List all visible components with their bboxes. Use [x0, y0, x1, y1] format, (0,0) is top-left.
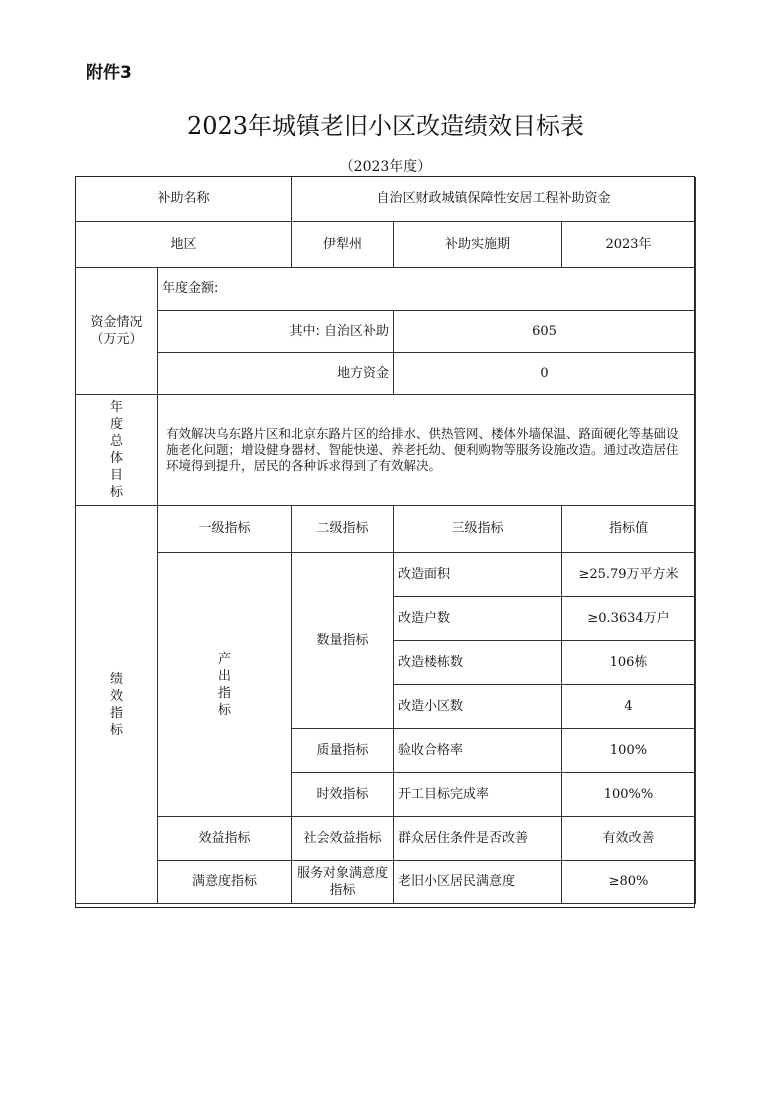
period-label: 补助实施期	[394, 222, 562, 268]
service-satisfaction-label	[292, 861, 394, 904]
annual-amount-label: 年度金额:	[158, 268, 696, 311]
region-value: 伊犁州	[292, 222, 394, 268]
performance-indicators-label	[76, 506, 158, 904]
local-funds-value: 0	[394, 353, 696, 395]
indicator-name: 验收合格率	[394, 729, 562, 773]
year-label: （2023年度）	[339, 159, 432, 175]
header-level1: 一级指标	[158, 506, 292, 553]
indicator-name: 改造户数	[394, 597, 562, 641]
indicator-name: 老旧小区居民满意度	[394, 861, 562, 904]
funds-label-line2: （万元）	[90, 332, 143, 347]
annual-goal-label	[76, 395, 158, 506]
satisfaction-indicators-label: 满意度指标	[158, 861, 292, 904]
goal-label-char: 度	[109, 417, 123, 432]
subsidy-name-label: 补助名称	[76, 177, 292, 222]
period-value: 2023年	[562, 222, 696, 268]
timeliness-indicators-label: 时效指标	[292, 773, 394, 817]
indicator-value: 100%%	[562, 773, 696, 817]
indicator-name: 开工目标完成率	[394, 773, 562, 817]
indicator-value: 4	[562, 685, 696, 729]
quality-indicators-label: 质量指标	[292, 729, 394, 773]
document-title: 2023年城镇老旧小区改造绩效目标表	[186, 112, 585, 140]
indicator-value: 100%	[562, 729, 696, 773]
indicator-name: 群众居住条件是否改善	[394, 817, 562, 861]
indicator-name: 改造小区数	[394, 685, 562, 729]
performance-label-char: 标	[109, 722, 123, 738]
indicator-value: ≥25.79万平方米	[562, 553, 696, 597]
goal-label-char: 体	[109, 451, 123, 466]
regional-subsidy-label: 其中: 自治区补助	[158, 311, 394, 353]
goal-label-char: 年	[109, 400, 123, 415]
performance-label-char: 指	[109, 705, 123, 721]
indicator-value: ≥0.3634万户	[562, 597, 696, 641]
goal-label-char: 总	[109, 434, 123, 449]
subsidy-name-value: 自治区财政城镇保障性安居工程补助资金	[292, 177, 696, 222]
indicator-name: 改造面积	[394, 553, 562, 597]
header-value: 指标值	[562, 506, 696, 553]
output-label-char: 指	[217, 685, 231, 701]
service-satisfaction-line2: 指标	[329, 883, 356, 898]
goal-label-char: 目	[109, 468, 123, 483]
local-funds-label: 地方资金	[158, 353, 394, 395]
output-label-char: 标	[217, 702, 231, 718]
output-indicators-label	[158, 553, 292, 817]
goal-label-char: 标	[109, 485, 123, 500]
attachment-label: 附件3	[86, 63, 132, 83]
annual-goal-text: 有效解决乌东路片区和北京东路片区的给排水、供热管网、楼体外墙保温、路面硬化等基础设施老化问题；增设健身器材、智能快递、养老托幼、便利购物等服务设施改造。通过改造居住环境得到提升，居民的各种诉求得到了有效解决。	[158, 395, 696, 506]
header-level3: 三级指标	[394, 506, 562, 553]
region-label: 地区	[76, 222, 292, 268]
performance-target-table	[75, 176, 695, 908]
header-level2: 二级指标	[292, 506, 394, 553]
regional-subsidy-value: 605	[394, 311, 696, 353]
indicator-value: 106栋	[562, 641, 696, 685]
output-label-char: 产	[217, 651, 231, 667]
funds-label-line1: 资金情况	[90, 315, 143, 330]
service-satisfaction-line1: 服务对象满意度	[296, 866, 388, 881]
performance-label-char: 效	[109, 688, 123, 704]
funds-label	[76, 268, 158, 395]
social-benefit-label: 社会效益指标	[292, 817, 394, 861]
output-label-char: 出	[217, 668, 231, 684]
indicator-name: 改造楼栋数	[394, 641, 562, 685]
indicator-value: ≥80%	[562, 861, 696, 904]
quantity-indicators-label: 数量指标	[292, 553, 394, 729]
performance-label-char: 绩	[109, 671, 123, 687]
indicator-value: 有效改善	[562, 817, 696, 861]
benefit-indicators-label: 效益指标	[158, 817, 292, 861]
